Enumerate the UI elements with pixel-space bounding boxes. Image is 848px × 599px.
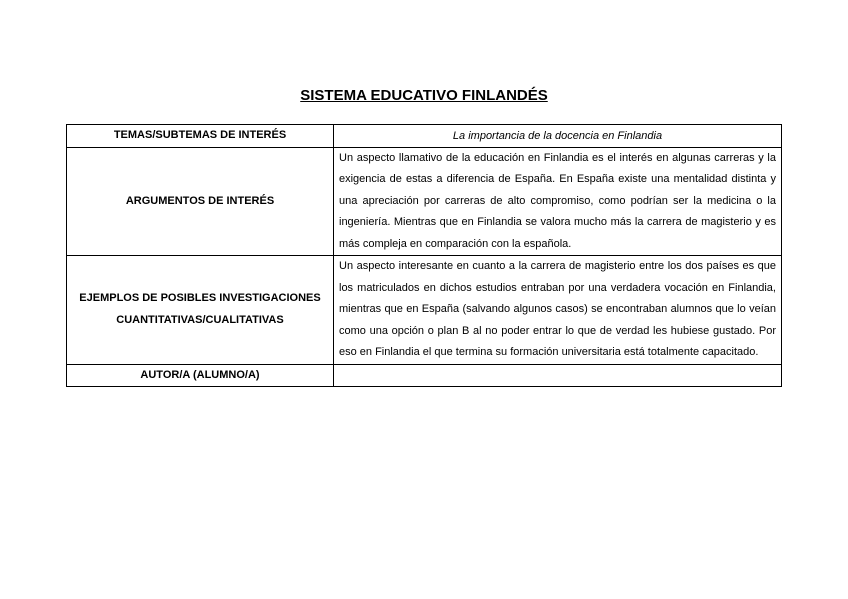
examples-value: Un aspecto interesante en cuanto a la carrera de magisterio entre los dos países es que los matriculados en dichos estudios entraban por una verdadera vocación en Finlandia, mientras que en España (salvando algunos casos) se encontraban alumnos que lo veían como una opción o plan B al no poder entrar lo que de verdad les hubiese gustado. Por eso en Finlandia el que termina su formación universitaria está totalmente capacitado. — [334, 256, 782, 365]
table-row-examples — [67, 256, 782, 365]
table-row-topics — [67, 125, 782, 148]
table-row-arguments — [67, 147, 782, 256]
page-title: SISTEMA EDUCATIVO FINLANDÉS — [300, 87, 548, 104]
topics-label: TEMAS/SUBTEMAS DE INTERÉS — [67, 125, 334, 148]
author-value — [334, 364, 782, 387]
table-row-author — [67, 364, 782, 387]
author-label: AUTOR/A (ALUMNO/A) — [67, 364, 334, 387]
topics-value: La importancia de la docencia en Finlandia — [334, 125, 782, 148]
arguments-value: Un aspecto llamativo de la educación en Finlandia es el interés en algunas carreras y la exigencia de estas a diferencia de España. En España existe una mentalidad distinta y una apreciación por carreras de alto compromiso, como podrían ser la medicina o la ingeniería. Mientras que en Finlandia se valora mucho más la carrera de magisterio y es más compleja en comparación con la española. — [334, 147, 782, 256]
examples-label: EJEMPLOS DE POSIBLES INVESTIGACIONES CUANTITATIVAS/CUALITATIVAS — [67, 256, 334, 365]
info-table — [66, 124, 782, 387]
arguments-label: ARGUMENTOS DE INTERÉS — [67, 147, 334, 256]
